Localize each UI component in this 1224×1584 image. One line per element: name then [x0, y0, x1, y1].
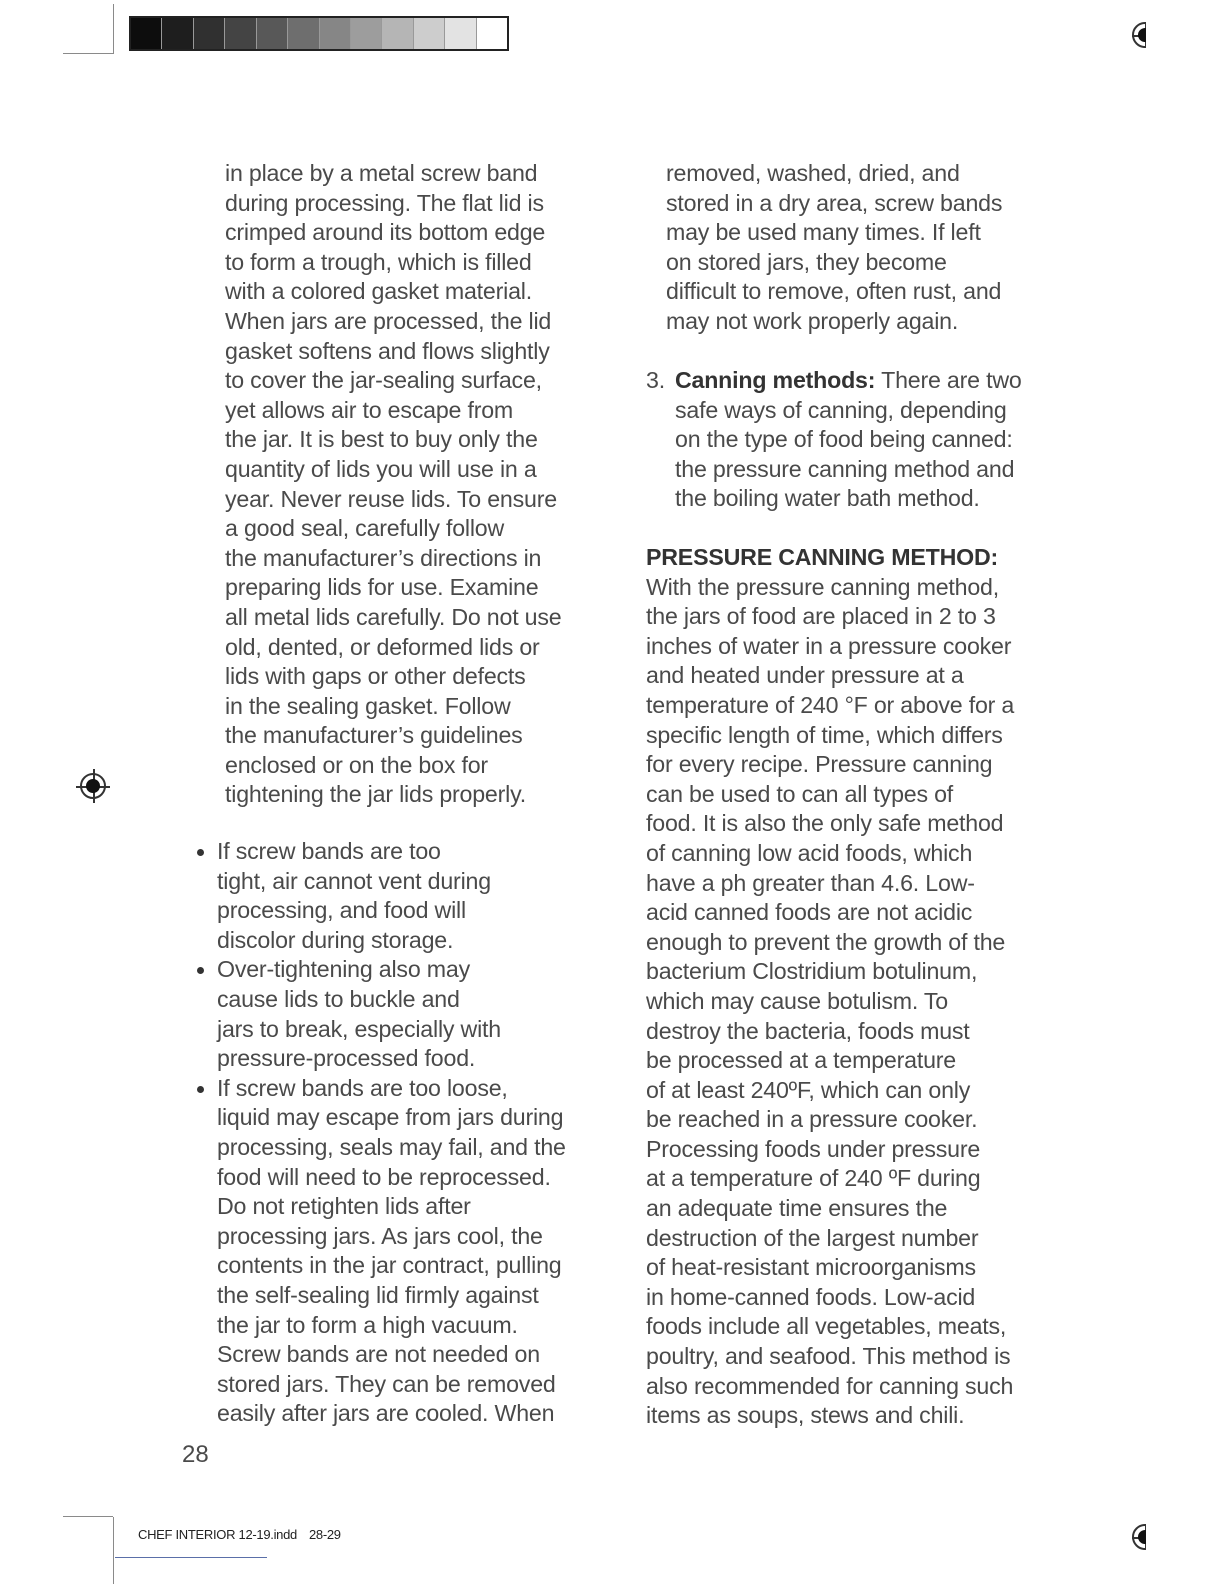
text-line: items as soups, stews and chili. — [646, 1402, 965, 1429]
text-line: stored jars. They can be removed — [217, 1370, 556, 1397]
text-line: gasket softens and flows slightly — [225, 337, 550, 364]
text-line: to cover the jar-sealing surface, — [225, 367, 542, 394]
text-line: the jar. It is best to buy only the — [225, 426, 538, 453]
text-line: Processing foods under pressure — [646, 1135, 981, 1162]
canning-methods-item — [646, 366, 1022, 514]
text-line: destruction of the largest number — [646, 1224, 979, 1251]
text-line: in home-canned foods. Low-acid — [646, 1283, 976, 1310]
bullet-item — [217, 837, 566, 955]
text-line: If screw bands are too — [217, 838, 441, 864]
text-line: on stored jars, they become — [666, 248, 947, 275]
text-line: discolor during storage. — [217, 926, 454, 953]
text-line: bacterium Clostridium botulinum, — [646, 958, 978, 985]
text-line: lids with gaps or other defects — [225, 663, 526, 690]
gray-swatch — [381, 18, 412, 49]
pressure-canning-section — [646, 543, 1014, 1431]
text-line: food. It is also the only safe method — [646, 810, 1004, 837]
text-line: of at least 240ºF, which can only — [646, 1076, 971, 1103]
text-line: be reached in a pressure cooker. — [646, 1106, 978, 1133]
canning-methods-intro: There are two — [875, 367, 1022, 393]
text-line: inches of water in a pressure cooker — [646, 632, 1012, 659]
text-line: pressure-processed food. — [217, 1045, 476, 1072]
gray-swatch — [193, 18, 224, 49]
bullet-item — [217, 1074, 566, 1429]
slug-filename: CHEF INTERIOR 12-19.indd — [138, 1527, 297, 1542]
text-line: to form a trough, which is filled — [225, 248, 532, 275]
gray-swatch — [413, 18, 444, 49]
text-line: for every recipe. Pressure canning — [646, 751, 993, 778]
text-line: tight, air cannot vent during — [217, 867, 491, 894]
text-line: may be used many times. If left — [666, 219, 981, 246]
slug-rule — [115, 1557, 267, 1558]
text-line: an adequate time ensures the — [646, 1195, 948, 1222]
text-line: also recommended for canning such — [646, 1372, 1014, 1399]
text-line: yet allows air to escape from — [225, 396, 514, 423]
text-line: poultry, and seafood. This method is — [646, 1343, 1011, 1370]
text-line: processing, seals may fail, and the — [217, 1133, 566, 1160]
screw-band-bullets — [217, 837, 566, 1429]
pressure-canning-heading: PRESSURE CANNING METHOD: — [646, 544, 999, 570]
text-line: processing, and food will — [217, 897, 466, 924]
bullet-item — [217, 955, 566, 1073]
gray-swatch — [319, 18, 350, 49]
text-line: the pressure canning method and — [675, 455, 1015, 482]
text-line: the manufacturer’s guidelines — [225, 722, 523, 749]
text-line: with a colored gasket material. — [225, 278, 532, 305]
registration-mark-top-right — [1132, 22, 1146, 48]
crop-mark-top-vertical — [113, 4, 114, 54]
gray-swatch — [256, 18, 287, 49]
crop-mark-top-horizontal — [63, 53, 113, 54]
lid-paragraph — [225, 159, 561, 810]
crop-mark-bottom-vertical — [113, 1517, 114, 1584]
text-line: contents in the jar contract, pulling — [217, 1252, 562, 1279]
text-line: and heated under pressure at a — [646, 662, 964, 689]
text-line: of heat-resistant microorganisms — [646, 1254, 976, 1281]
text-line: the manufacturer’s directions in — [225, 544, 542, 571]
file-slug — [138, 1527, 341, 1542]
canning-methods-heading: Canning methods: — [674, 367, 876, 393]
right-column — [666, 159, 1002, 337]
text-line: removed, washed, dried, and — [666, 160, 960, 186]
text-line: a good seal, carefully follow — [225, 515, 505, 542]
text-line: cause lids to buckle and — [217, 985, 460, 1012]
gray-swatch — [476, 18, 507, 49]
registration-mark-bottom-right — [1132, 1524, 1146, 1550]
text-line: may not work properly again. — [666, 307, 959, 334]
text-line: enough to prevent the growth of the — [646, 928, 1006, 955]
text-line: in place by a metal screw band — [225, 160, 538, 186]
item-number: 3. — [646, 367, 665, 393]
text-line: food will need to be reprocessed. — [217, 1163, 551, 1190]
text-line: the boiling water bath method. — [675, 485, 980, 512]
text-line: can be used to can all types of — [646, 780, 954, 807]
bullet-dot-icon — [197, 1086, 204, 1093]
bullet-dot-icon — [197, 967, 204, 974]
registration-mark-left — [80, 773, 106, 799]
crop-mark-bottom-horizontal — [63, 1516, 113, 1517]
text-line: Over-tightening also may — [217, 956, 470, 983]
text-line: all metal lids carefully. Do not use — [225, 603, 562, 630]
text-line: enclosed or on the box for — [225, 751, 488, 778]
text-line: have a ph greater than 4.6. Low- — [646, 869, 975, 896]
text-line: processing jars. As jars cool, the — [217, 1222, 543, 1249]
text-line: during processing. The flat lid is — [225, 189, 544, 216]
text-line: Do not retighten lids after — [217, 1193, 471, 1220]
text-line: specific length of time, which differs — [646, 721, 1003, 748]
text-line: easily after jars are cooled. When — [217, 1400, 555, 1427]
grayscale-color-bar — [129, 16, 509, 51]
text-line: quantity of lids you will use in a — [225, 455, 537, 482]
text-line: foods include all vegetables, meats, — [646, 1313, 1007, 1340]
slug-pages: 28-29 — [308, 1527, 341, 1542]
text-line: destroy the bacteria, foods must — [646, 1017, 970, 1044]
gray-swatch — [131, 18, 161, 49]
gray-swatch — [444, 18, 475, 49]
text-line: safe ways of canning, depending — [675, 396, 1007, 423]
text-line: in the sealing gasket. Follow — [225, 692, 511, 719]
text-line: preparing lids for use. Examine — [225, 574, 539, 601]
text-line: jars to break, especially with — [217, 1015, 501, 1042]
text-line: which may cause botulism. To — [646, 987, 948, 1014]
text-line: be processed at a temperature — [646, 1047, 956, 1074]
text-line: difficult to remove, often rust, and — [666, 278, 1002, 305]
screw-band-continued-paragraph — [666, 159, 1002, 337]
bullet-dot-icon — [197, 849, 204, 856]
gray-swatch — [161, 18, 192, 49]
gray-swatch — [224, 18, 255, 49]
gray-swatch — [350, 18, 381, 49]
page-number: 28 — [182, 1441, 209, 1468]
text-line: liquid may escape from jars during — [217, 1104, 564, 1131]
text-line: With the pressure canning method, — [646, 573, 999, 600]
left-column — [225, 159, 561, 810]
text-line: stored in a dry area, screw bands — [666, 189, 1003, 216]
text-line: acid canned foods are not acidic — [646, 899, 973, 926]
text-line: the jars of food are placed in 2 to 3 — [646, 603, 996, 630]
text-line: of canning low acid foods, which — [646, 839, 973, 866]
text-line: When jars are processed, the lid — [225, 307, 552, 334]
text-line: If screw bands are too loose, — [217, 1074, 508, 1101]
text-line: crimped around its bottom edge — [225, 219, 546, 246]
text-line: tightening the jar lids properly. — [225, 781, 527, 808]
text-line: on the type of food being canned: — [675, 426, 1013, 453]
text-line: old, dented, or deformed lids or — [225, 633, 540, 660]
text-line: the self-sealing lid firmly against — [217, 1281, 539, 1308]
text-line: year. Never reuse lids. To ensure — [225, 485, 557, 512]
text-line: temperature of 240 °F or above for a — [646, 691, 1015, 718]
gray-swatch — [287, 18, 318, 49]
text-line: Screw bands are not needed on — [217, 1341, 540, 1368]
text-line: at a temperature of 240 ºF during — [646, 1165, 981, 1192]
text-line: the jar to form a high vacuum. — [217, 1311, 518, 1338]
